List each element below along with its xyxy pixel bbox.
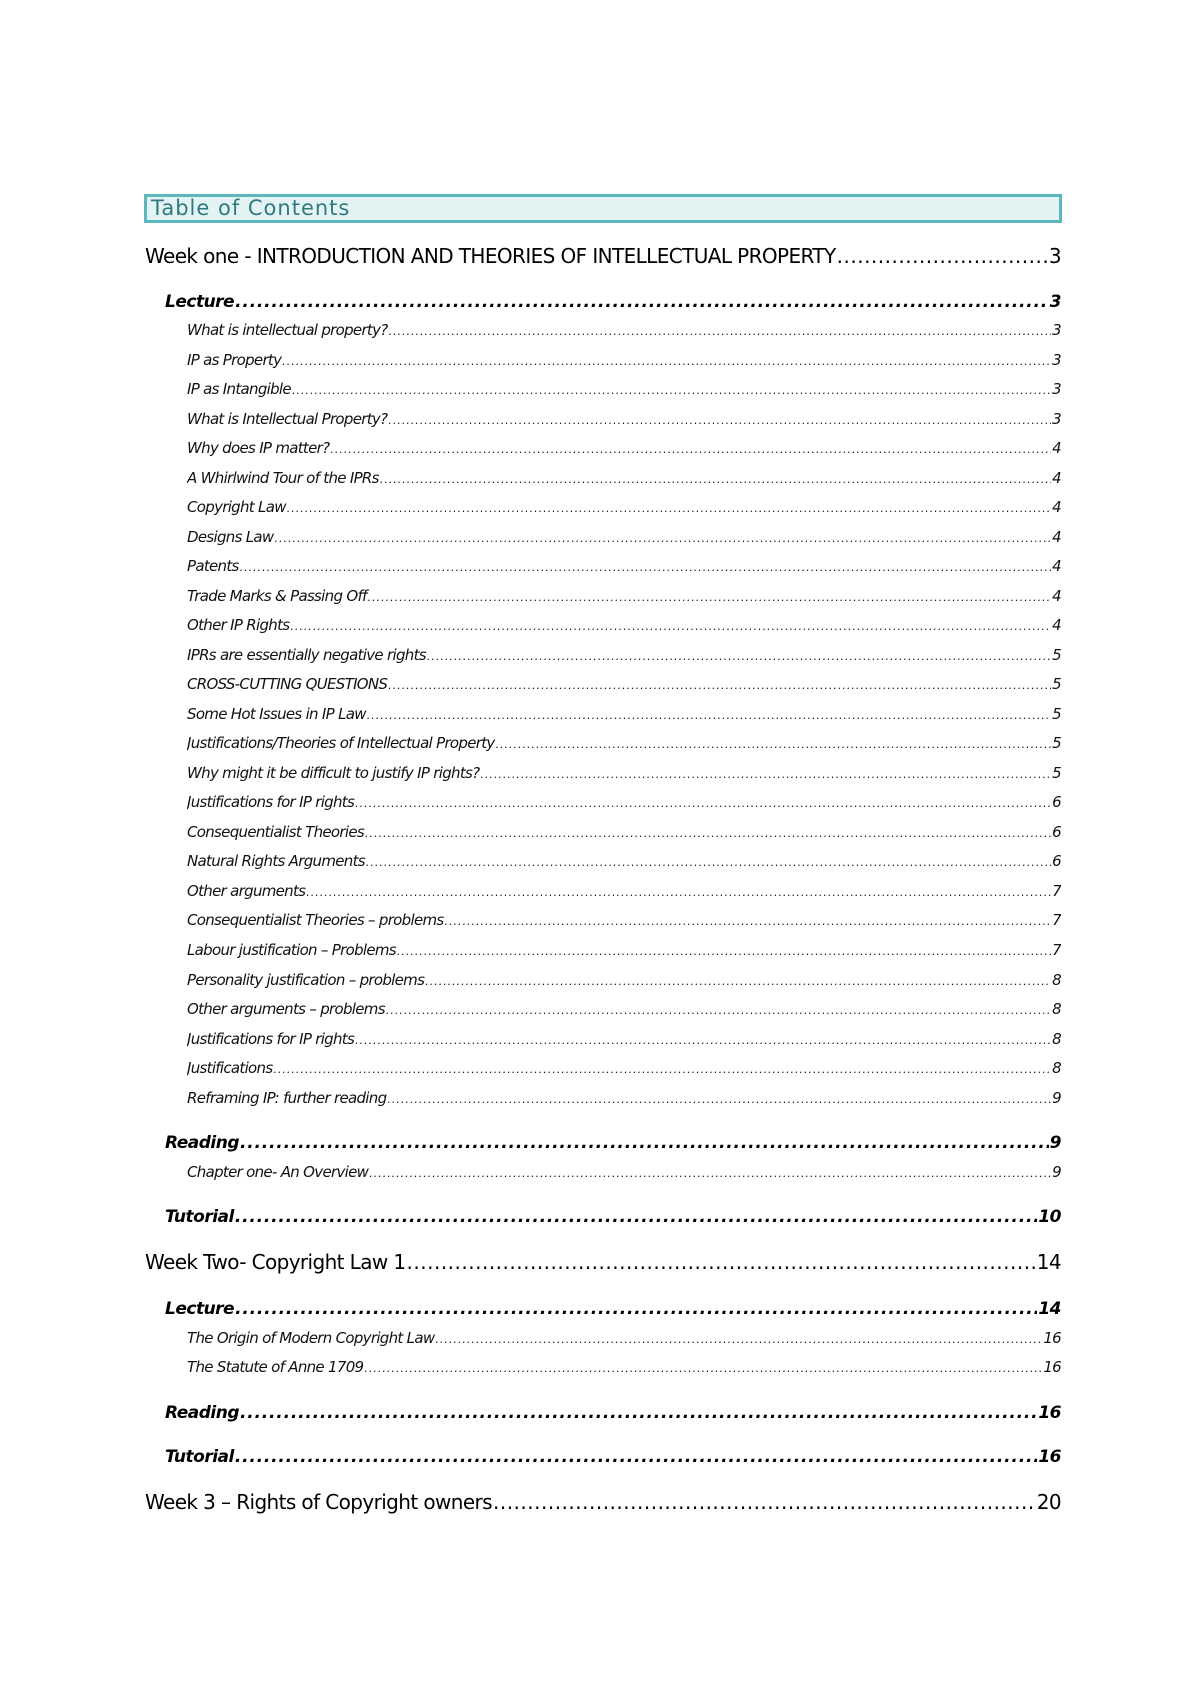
toc-dot-leader: [367, 705, 1051, 723]
toc-entry-page-number: 3: [1048, 244, 1061, 268]
toc-entry[interactable]: [187, 646, 1061, 664]
toc-dot-leader: [388, 675, 1051, 693]
toc-entry-label: Justifications for IP rights: [187, 793, 355, 811]
toc-entry-page-number: 8: [1052, 971, 1061, 989]
toc-entry-page-number: 5: [1052, 646, 1061, 664]
toc-dot-leader: [240, 1403, 1037, 1423]
toc-entry-label: Some Hot Issues in IP Law: [187, 705, 366, 723]
toc-entry-page-number: 7: [1052, 882, 1061, 900]
toc-entry-label: IP as Intangible: [187, 380, 291, 398]
toc-entry[interactable]: [165, 1447, 1061, 1467]
toc-dot-leader: [235, 1207, 1038, 1227]
toc-entry-label: The Origin of Modern Copyright Law: [187, 1329, 435, 1347]
toc-entry[interactable]: [187, 1358, 1061, 1376]
toc-dot-leader: [435, 1329, 1042, 1347]
toc-dot-leader: [388, 410, 1051, 428]
toc-entry-label: Tutorial: [165, 1447, 234, 1467]
toc-entry-label: Other arguments – problems: [187, 1000, 385, 1018]
toc-entry-label: Week 3 – Rights of Copyright owners: [145, 1490, 492, 1514]
toc-entry-page-number: 6: [1052, 852, 1061, 870]
toc-dot-leader: [493, 1490, 1036, 1514]
toc-entry-label: Natural Rights Arguments: [187, 852, 365, 870]
toc-entry[interactable]: [187, 941, 1061, 959]
toc-entry[interactable]: [165, 1403, 1061, 1423]
toc-dot-leader: [480, 764, 1051, 782]
toc-dot-leader: [330, 439, 1051, 457]
toc-entry[interactable]: [187, 734, 1061, 752]
toc-entry-page-number: 5: [1052, 675, 1061, 693]
toc-entry[interactable]: [187, 1329, 1061, 1347]
toc-dot-leader: [240, 1133, 1049, 1153]
toc-entry-page-number: 4: [1052, 498, 1061, 516]
toc-entry-page-number: 3: [1052, 351, 1061, 369]
toc-dot-leader: [368, 587, 1052, 605]
toc-entry-page-number: 7: [1052, 911, 1061, 929]
toc-entry-label: Lecture: [165, 1299, 235, 1319]
toc-entry[interactable]: [187, 764, 1061, 782]
toc-entry-label: Justifications: [187, 1059, 273, 1077]
toc-entry-label: IP as Property: [187, 351, 282, 369]
toc-entry-label: What is Intellectual Property?: [187, 410, 388, 428]
toc-dot-leader: [306, 882, 1051, 900]
toc-dot-leader: [397, 941, 1051, 959]
toc-dot-leader: [387, 1089, 1051, 1107]
toc-dot-leader: [235, 292, 1049, 312]
toc-heading: Table of Contents: [144, 194, 1062, 223]
toc-entry-page-number: 16: [1043, 1329, 1061, 1347]
toc-entry-page-number: 4: [1052, 439, 1061, 457]
toc-entry-label: IPRs are essentially negative rights: [187, 646, 426, 664]
toc-dot-leader: [389, 321, 1052, 339]
toc-dot-leader: [407, 1250, 1036, 1274]
toc-entry-page-number: 5: [1052, 764, 1061, 782]
toc-entry-label: Copyright Law: [187, 498, 286, 516]
toc-entry-page-number: 6: [1052, 823, 1061, 841]
toc-dot-leader: [496, 734, 1052, 752]
toc-entry-page-number: 16: [1038, 1447, 1061, 1467]
toc-dot-leader: [365, 823, 1051, 841]
toc-entry[interactable]: [187, 852, 1061, 870]
toc-entry[interactable]: [187, 528, 1061, 546]
toc-entry[interactable]: [187, 705, 1061, 723]
toc-entry-page-number: 9: [1049, 1133, 1061, 1153]
toc-entry[interactable]: [187, 557, 1061, 575]
toc-entry-page-number: 4: [1052, 469, 1061, 487]
toc-entry[interactable]: [187, 498, 1061, 516]
toc-entry-label: The Statute of Anne 1709: [187, 1358, 364, 1376]
toc-entry-page-number: 9: [1052, 1089, 1061, 1107]
toc-entry-label: Why does IP matter?: [187, 439, 330, 457]
toc-dot-leader: [273, 1059, 1051, 1077]
toc-entry-label: Patents: [187, 557, 239, 575]
toc-dot-leader: [425, 971, 1051, 989]
toc-entry[interactable]: [187, 1059, 1061, 1077]
toc-dot-leader: [355, 1030, 1051, 1048]
toc-entry[interactable]: [187, 321, 1061, 339]
toc-entry-page-number: 8: [1052, 1030, 1061, 1048]
toc-entry-page-number: 9: [1052, 1163, 1061, 1181]
toc-dot-leader: [837, 244, 1048, 268]
toc-entry-page-number: 4: [1052, 616, 1061, 634]
toc-dot-leader: [380, 469, 1051, 487]
toc-dot-leader: [282, 351, 1051, 369]
toc-entry[interactable]: [187, 1000, 1061, 1018]
toc-dot-leader: [290, 616, 1051, 634]
toc-entry-label: Reframing IP: further reading: [187, 1089, 387, 1107]
toc-entry-label: Tutorial: [165, 1207, 234, 1227]
toc-entry[interactable]: [165, 1207, 1061, 1227]
toc-entry[interactable]: [187, 1163, 1061, 1181]
toc-entry-page-number: 3: [1049, 292, 1061, 312]
toc-entry-label: Week Two- Copyright Law 1: [145, 1250, 406, 1274]
toc-entry[interactable]: [145, 244, 1061, 268]
toc-entry-label: Lecture: [165, 292, 235, 312]
toc-entry-label: Personality justification – problems: [187, 971, 425, 989]
toc-entry-label: What is intellectual property?: [187, 321, 388, 339]
toc-entry[interactable]: [187, 351, 1061, 369]
toc-entry-label: Week one - INTRODUCTION AND THEORIES OF INTELLECTUAL PROPERTY: [145, 244, 836, 268]
toc-dot-leader: [427, 646, 1051, 664]
toc-entry-label: CROSS-CUTTING QUESTIONS: [187, 675, 388, 693]
toc-entry-page-number: 10: [1038, 1207, 1061, 1227]
toc-entry[interactable]: [187, 882, 1061, 900]
toc-entry[interactable]: [187, 971, 1061, 989]
toc-entry[interactable]: [187, 911, 1061, 929]
toc-entry-page-number: 8: [1052, 1059, 1061, 1077]
toc-entry[interactable]: [187, 587, 1061, 605]
toc-entry-label: Designs Law: [187, 528, 274, 546]
toc-entry-label: Justifications/Theories of Intellectual Property: [187, 734, 495, 752]
toc-entry[interactable]: [187, 823, 1061, 841]
toc-entry-label: Labour justification – Problems: [187, 941, 396, 959]
toc-entry[interactable]: [165, 1133, 1061, 1153]
toc-entry-page-number: 3: [1052, 321, 1061, 339]
toc-dot-leader: [445, 911, 1052, 929]
toc-entry-page-number: 16: [1043, 1358, 1061, 1376]
toc-entry-page-number: 3: [1052, 380, 1061, 398]
toc-entry-label: Other arguments: [187, 882, 306, 900]
toc-entry[interactable]: [187, 675, 1061, 693]
toc-entry-label: Trade Marks & Passing Off: [187, 587, 367, 605]
toc-entry-page-number: 4: [1052, 587, 1061, 605]
toc-entry-label: Justifications for IP rights: [187, 1030, 355, 1048]
toc-entry-page-number: 8: [1052, 1000, 1061, 1018]
toc-entry[interactable]: [187, 1030, 1061, 1048]
toc-entry-page-number: 4: [1052, 557, 1061, 575]
toc-entry-page-number: 20: [1036, 1490, 1061, 1514]
toc-entry[interactable]: [187, 380, 1061, 398]
toc-entry-page-number: 5: [1052, 705, 1061, 723]
toc-entry-page-number: 3: [1052, 410, 1061, 428]
toc-dot-leader: [235, 1299, 1037, 1319]
toc-entry-page-number: 5: [1052, 734, 1061, 752]
toc-entry[interactable]: [145, 1490, 1061, 1514]
toc-dot-leader: [240, 557, 1052, 575]
toc-entry-page-number: 7: [1052, 941, 1061, 959]
toc-entry-label: Other IP Rights: [187, 616, 290, 634]
toc-entry-label: A Whirlwind Tour of the IPRs: [187, 469, 379, 487]
toc-dot-leader: [235, 1447, 1038, 1467]
toc-dot-leader: [369, 1163, 1051, 1181]
toc-entry[interactable]: [187, 410, 1061, 428]
toc-dot-leader: [355, 793, 1051, 811]
toc-dot-leader: [366, 852, 1051, 870]
toc-entry[interactable]: [165, 292, 1061, 312]
toc-entry-label: Reading: [165, 1133, 240, 1153]
toc-entry-page-number: 6: [1052, 793, 1061, 811]
toc-dot-leader: [292, 380, 1051, 398]
toc-dot-leader: [275, 528, 1052, 546]
toc-entry[interactable]: [187, 469, 1061, 487]
toc-dot-leader: [364, 1358, 1042, 1376]
toc-dot-leader: [287, 498, 1051, 516]
toc-entry[interactable]: [145, 1250, 1061, 1274]
toc-entry-label: Reading: [165, 1403, 240, 1423]
toc-entry[interactable]: [187, 1089, 1061, 1107]
toc-entry-label: Why might it be difficult to justify IP rights?: [187, 764, 480, 782]
toc-entry-page-number: 14: [1036, 1250, 1061, 1274]
toc-entry[interactable]: [165, 1299, 1061, 1319]
toc-entry-page-number: 14: [1038, 1299, 1061, 1319]
toc-entry-page-number: 16: [1038, 1403, 1061, 1423]
toc-entry-label: Chapter one- An Overview: [187, 1163, 369, 1181]
toc-dot-leader: [386, 1000, 1051, 1018]
toc-entry[interactable]: [187, 439, 1061, 457]
toc-entry[interactable]: [187, 616, 1061, 634]
toc-entry-label: Consequentialist Theories – problems: [187, 911, 444, 929]
toc-entry[interactable]: [187, 793, 1061, 811]
toc-entry-page-number: 4: [1052, 528, 1061, 546]
toc-entry-label: Consequentialist Theories: [187, 823, 364, 841]
